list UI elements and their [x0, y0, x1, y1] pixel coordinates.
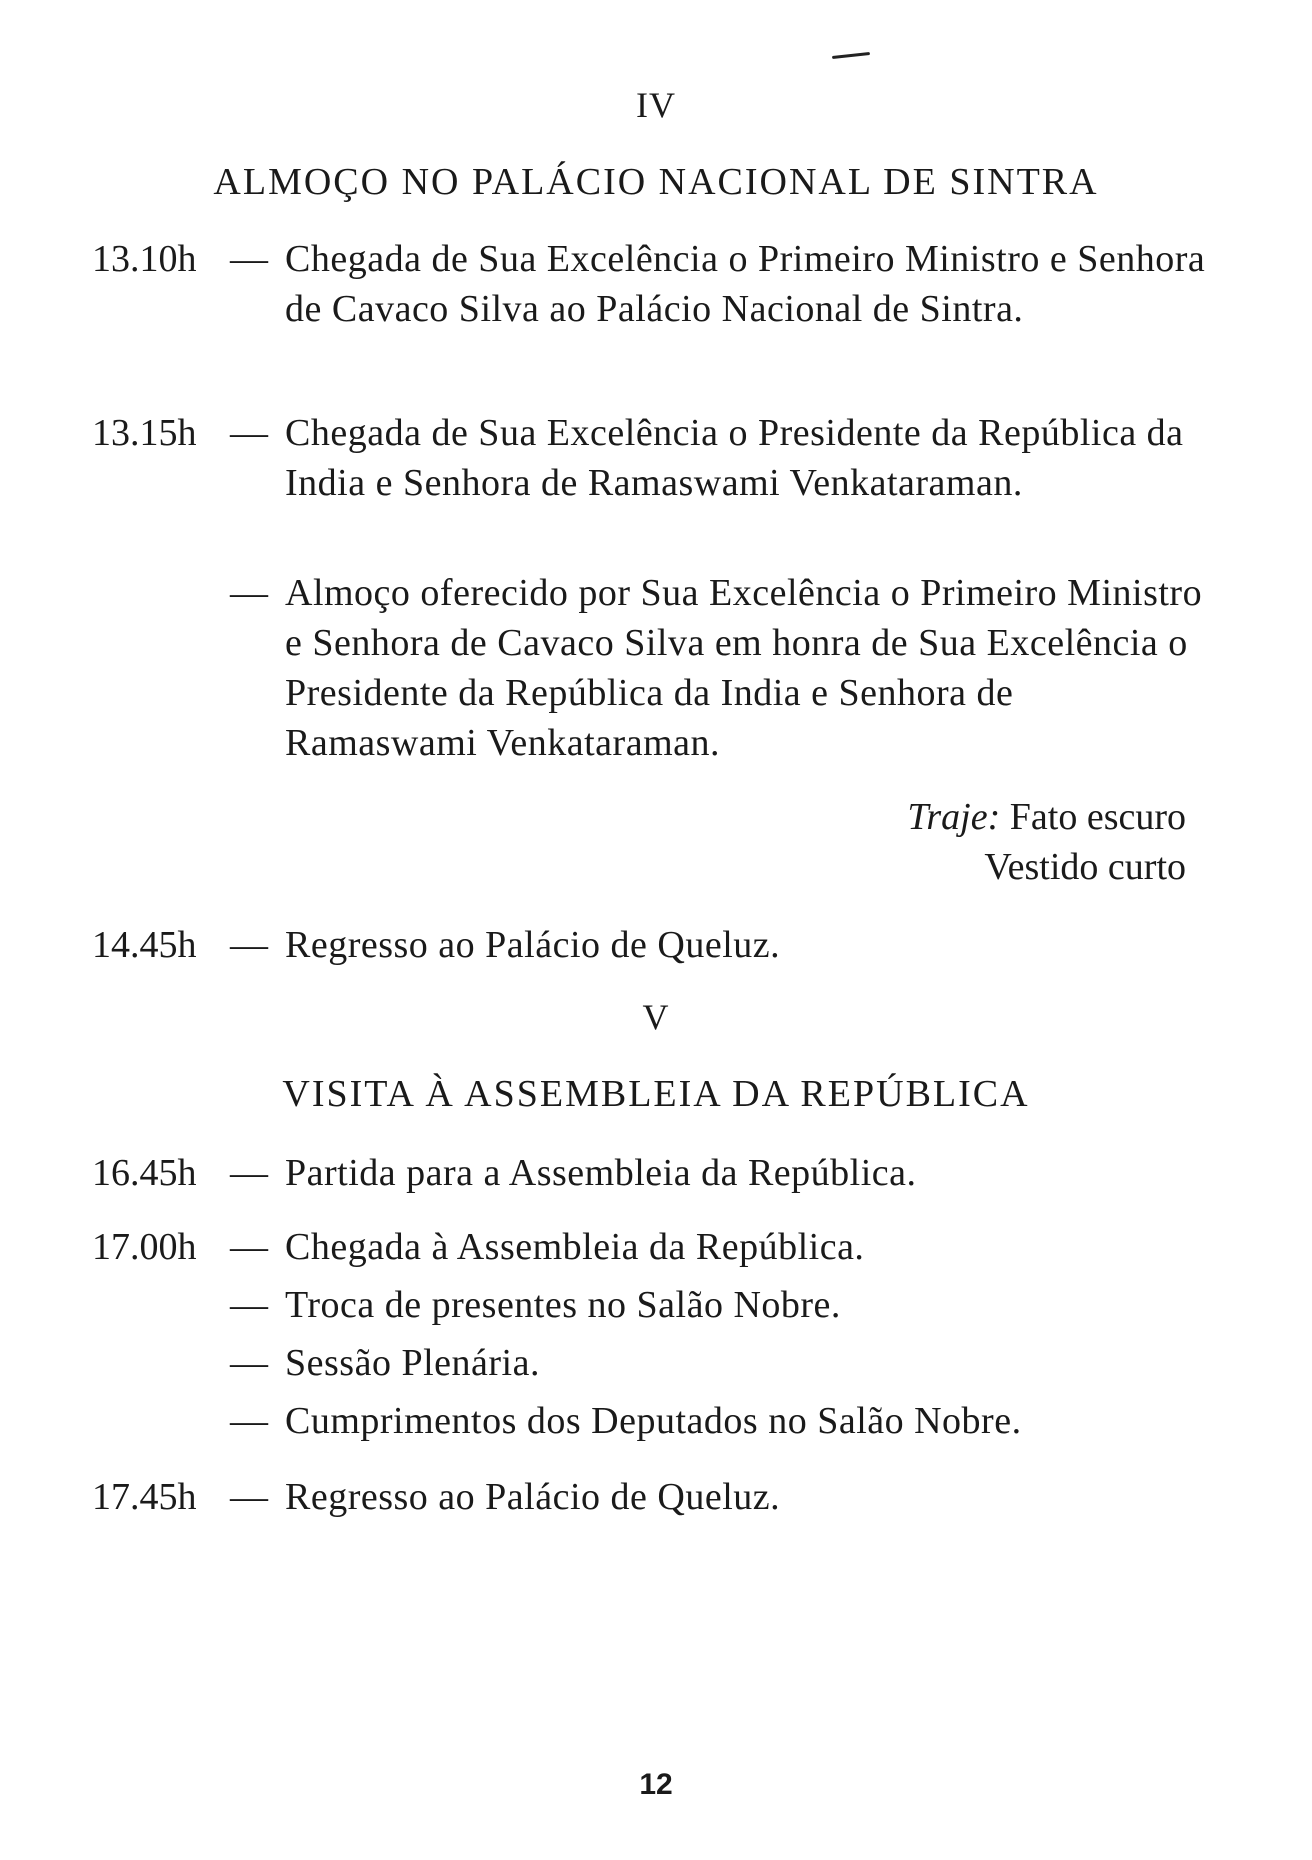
section-title: VISITA À ASSEMBLEIA DA REPÚBLICA [282, 1073, 1030, 1115]
entry-text: Regresso ao Palácio de Queluz. [285, 1476, 781, 1518]
dress-code-women: Vestido curto [984, 846, 1186, 888]
entry-time: 17.00h [92, 1226, 197, 1268]
dress-code-men: Fato escuro [1009, 796, 1186, 838]
entry-text: Chegada de Sua Excelência o Presidente da República da India e Senhora de Ramaswami Venkataraman. [285, 412, 1184, 504]
dress-code [686, 792, 1186, 892]
entry-dash: — [230, 412, 268, 454]
entry-time: 13.10h [92, 238, 197, 280]
section-title: ALMOÇO NO PALÁCIO NACIONAL DE SINTRA [213, 161, 1099, 203]
entry-dash: — [230, 1284, 268, 1326]
entry-text: Troca de presentes no Salão Nobre. [285, 1284, 841, 1326]
entry-dash: — [230, 1342, 268, 1384]
entry-text: Cumprimentos dos Deputados no Salão Nobre. [285, 1400, 1022, 1442]
entry-dash: — [230, 1476, 268, 1518]
dress-code-label: Traje: [907, 796, 1001, 838]
entry-text: Sessão Plenária. [285, 1342, 540, 1384]
section-number: V [642, 997, 670, 1037]
entry-dash: — [230, 924, 268, 966]
entry-time: 17.45h [92, 1476, 197, 1518]
entry-dash: — [230, 1226, 268, 1268]
entry-time: 14.45h [92, 924, 197, 966]
entry-text: Chegada de Sua Excelência o Primeiro Ministro e Senhora de Cavaco Silva ao Palácio Nacional de Sintra. [285, 238, 1206, 330]
page-number: 12 [639, 1768, 673, 1801]
entry-dash: — [230, 1152, 268, 1194]
entry-time: 16.45h [92, 1152, 197, 1194]
entry-text: Almoço oferecido por Sua Excelência o Primeiro Ministro e Senhora de Cavaco Silva em honra de Sua Excelência o Presidente da República da India e Senhora de Ramaswami Venkataraman. [285, 572, 1203, 764]
entry-text: Regresso ao Palácio de Queluz. [285, 924, 781, 966]
entry-time: 13.15h [92, 412, 197, 454]
entry-dash: — [230, 572, 268, 614]
entry-text: Partida para a Assembleia da República. [285, 1152, 917, 1194]
entry-text: Chegada à Assembleia da República. [285, 1226, 865, 1268]
entry-dash: — [230, 1400, 268, 1442]
entry-dash: — [230, 238, 268, 280]
dress-code-line [686, 792, 1186, 842]
ink-mark [832, 52, 870, 59]
section-number: IV [636, 85, 676, 125]
